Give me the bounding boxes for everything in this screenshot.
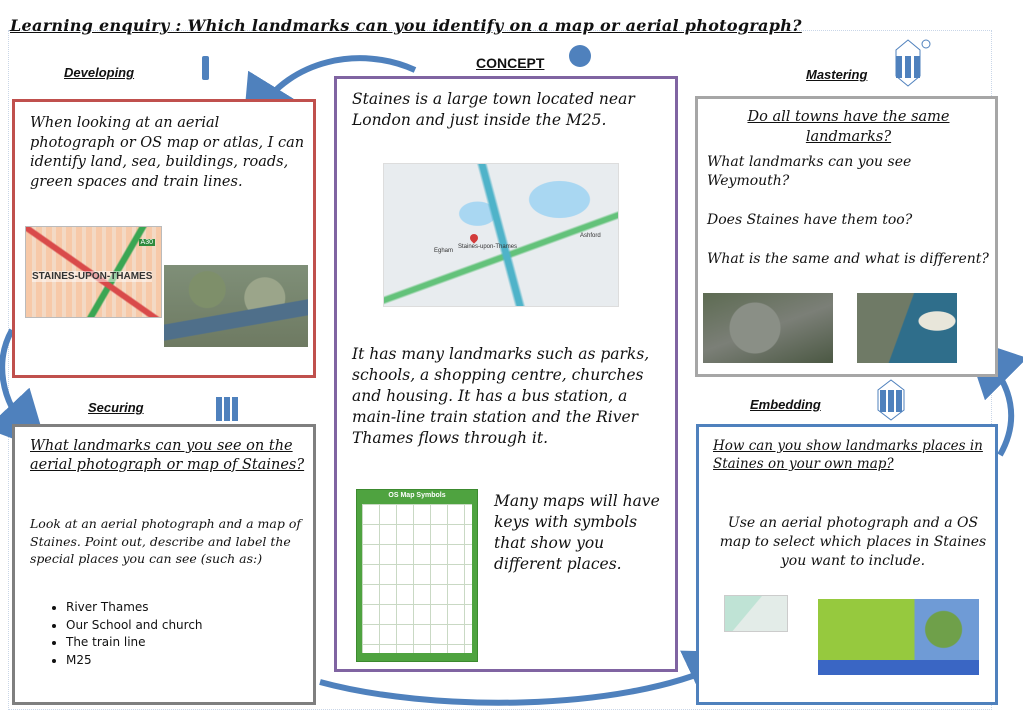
satellite-image-weymouth (857, 293, 957, 363)
concept-circle-icon (569, 45, 591, 67)
page-title: Learning enquiry : Which landmarks can you identify on a map or aerial photograph? (10, 16, 802, 35)
list-item: • Our School and church (66, 617, 300, 635)
aerial-photo-river (164, 265, 308, 347)
level-mastering: Mastering (806, 67, 868, 82)
mastering-q3: What is the same and what is different? (707, 251, 989, 267)
os-map-image (25, 226, 162, 318)
concept-label: CONCEPT (476, 55, 545, 71)
developing-box (12, 99, 316, 378)
embedding-bars-icon (874, 378, 908, 422)
os-symbols-poster (356, 489, 478, 662)
securing-question: What landmarks can you see on the aerial photograph or map of Staines? (30, 438, 305, 473)
model-map-photo (818, 599, 979, 675)
concept-keys-text: Many maps will have keys with symbols that show you different places. (494, 492, 660, 573)
map-east-label: Ashford (580, 233, 601, 239)
list-item: • The train line (66, 634, 300, 652)
list-item: • River Thames (66, 599, 300, 617)
securing-list (30, 599, 300, 669)
mastering-bars-icon (890, 38, 938, 88)
mini-map-image (724, 595, 788, 632)
mastering-box (695, 96, 998, 377)
level-embedding: Embedding (750, 397, 821, 412)
map-pin-icon (468, 232, 479, 243)
concept-landmarks-text: It has many landmarks such as parks, schools, a shopping centre, churches and housing. It has a bus station, a main-line train station and the River Thames flows through it. (352, 345, 650, 447)
level-developing: Developing (64, 65, 135, 80)
mastering-question: Do all towns have the same landmarks? (747, 109, 950, 145)
google-map-image (383, 163, 619, 307)
map-west-label: Egham (434, 248, 454, 254)
securing-bars-icon (214, 396, 240, 422)
developing-text: When looking at an aerial photograph or OS map or atlas, I can identify land, sea, buildings, roads, green spaces and train lines. (30, 115, 305, 190)
poster-title: OS Map Symbols (388, 492, 446, 499)
embedding-text: Use an aerial photograph and a OS map to select which places in Staines you want to include. (719, 515, 987, 569)
embedding-question: How can you show landmarks places in Staines on your own map? (713, 438, 983, 472)
securing-box (12, 424, 316, 705)
level-securing: Securing (88, 400, 144, 415)
embedding-box (696, 424, 998, 705)
concept-box (334, 76, 678, 672)
os-map-label: STAINES-UPON-THAMES (32, 271, 153, 282)
mastering-q1: What landmarks can you see Weymouth? (707, 154, 912, 189)
securing-instructions: Look at an aerial photograph and a map of Staines. Point out, describe and label the special places you can see (such as:) (30, 516, 301, 566)
developing-bar-icon (202, 56, 209, 80)
list-item: • M25 (66, 652, 300, 670)
mastering-q2: Does Staines have them too? (707, 212, 913, 228)
map-place-label: Staines-upon-Thames (458, 244, 518, 250)
poster-symbol-grid (362, 504, 472, 653)
concept-intro-text: Staines is a large town located near London and just inside the M25. (352, 90, 635, 129)
os-map-road-label: A30 (140, 239, 153, 246)
satellite-image-staines (703, 293, 833, 363)
